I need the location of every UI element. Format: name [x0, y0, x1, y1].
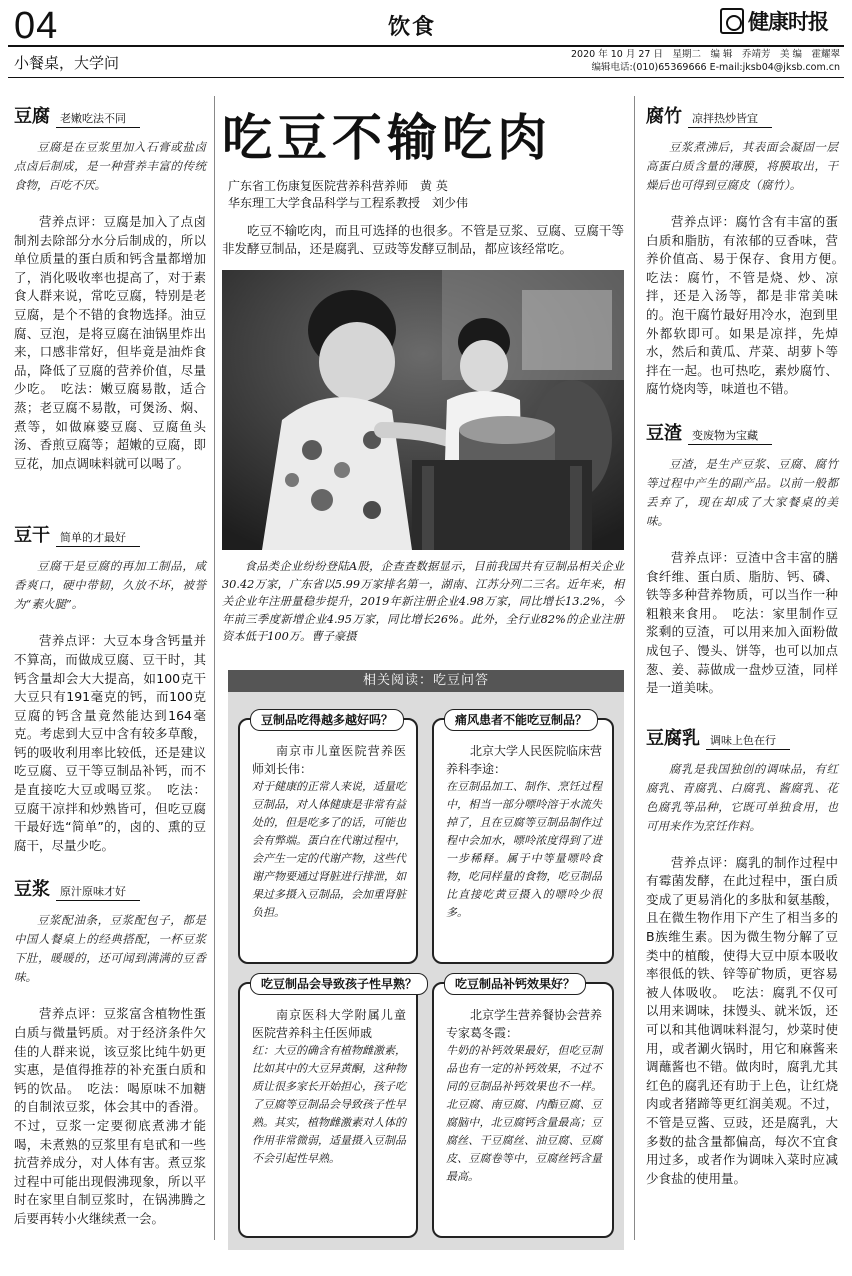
- section-subtitle: 简单的才最好: [56, 531, 140, 547]
- section-name: 豆渣: [646, 422, 682, 444]
- section-name: 豆浆: [14, 879, 50, 901]
- qa-box: [432, 977, 614, 1238]
- section-body: 营养点评：豆渣中含丰富的膳食纤维、蛋白质、脂肪、钙、磷、铁等多种营养物质，可以当作一种粗粮来食用。 吃法：家里制作豆浆剩的豆渣，可以用来加入面粉做成包子、馒头、饼等，也可以加点葱、姜、蒜做成一盘炒豆渣，同样是一道美味。: [646, 549, 838, 696]
- section-intro: 豆浆配油条，豆浆配包子，都是中国人餐桌上的经典搭配，一杯豆浆下肚，暖暖的，还可闻到满满的豆香味。: [14, 913, 206, 985]
- section-head: [14, 879, 206, 901]
- qa-box: [238, 977, 418, 1238]
- byline-author-2: 华东理工大学食品科学与工程系教授 刘少伟: [228, 196, 469, 210]
- newspaper-logo: [720, 6, 828, 36]
- section-intro: 腐乳是我国独创的调味品，有红腐乳、青腐乳、白腐乳、酱腐乳、花色腐乳等品种，它既可单独食用，也可用来作为烹饪作料。: [646, 761, 838, 833]
- qa-question: 吃豆制品补钙效果好？: [444, 973, 586, 995]
- logo-icon: [720, 8, 744, 34]
- right-column: [646, 104, 851, 1188]
- section-name: 豆干: [14, 525, 50, 547]
- contact-line: 编辑电话:(010)65369666 E-mail:jksb04@jksb.com.cn: [591, 62, 840, 73]
- section-name: 豆腐乳: [646, 727, 700, 749]
- section-head: [646, 106, 838, 128]
- tagline: 小餐桌，大学问: [14, 54, 120, 72]
- qa-box: [238, 713, 418, 964]
- section-body: 营养点评：豆腐是加入了点卤制剂去除部分水分后制成的，所以单位质量的蛋白质和钙含量都增加了，消化吸收率也提高了，对于素食人群来说，常吃豆腐，特别是老豆腐，是个不错的食物选择。油豆腐、豆泡，是将豆腐在油锅里炸出来，口感非常好，但毕竟是油炸食品，降低了豆腐的营养价值，尽量少吃。 吃法：嫩豆腐易散，适合蒸；老豆腐不易散，可煲汤、焖、煮等，如做麻婆豆腐、豆腐鱼头汤、香煎豆腐等；超嫩的豆腐，即豆花，加点调味料就可以喝了。: [14, 214, 206, 471]
- section-doujiang: [14, 879, 206, 1228]
- qa-question: 豆制品吃得越多越好吗？: [250, 709, 404, 731]
- section-intro: 豆浆煮沸后，其表面会凝固一层高蛋白质含量的薄膜，将膜取出，干燥后也可得到豆腐皮（腐竹）。: [646, 140, 838, 192]
- byline-author-1: 广东省工伤康复医院营养科营养师 黄 英: [228, 179, 448, 193]
- qa-expert: 北京大学人民医院临床营养科李途：: [446, 744, 603, 776]
- page-number: 04: [14, 5, 59, 47]
- photo-illustration: [222, 270, 624, 550]
- logo-text: 健康时报: [748, 9, 828, 34]
- section-head: [646, 728, 838, 750]
- qa-box: [432, 713, 614, 964]
- section-body: 营养点评：豆浆富含植物性蛋白质与微量钙质。对于经济条件欠佳的人群来说，该豆浆比纯牛奶更实惠，是值得推荐的补充蛋白质和钙的饮品。 吃法：喝原味不加糖的自制浓豆浆，体会其中的香滑。不过，豆浆一定要彻底煮沸才能喝，未煮熟的豆浆里有皂甙和一些抗营养成分，对人体有害。煮豆浆过程中可能出现假沸现象，所以平时在家里自制豆浆时，在锅沸腾之后要再转小火继续煮一会。: [14, 1006, 206, 1226]
- qa-expert: 南京市儿童医院营养医师刘长伟：: [252, 744, 406, 776]
- article-headline: 吃豆不输吃肉: [222, 109, 552, 167]
- section-subtitle: 老嫩吃法不同: [56, 112, 140, 128]
- related-reading-panel: [228, 692, 624, 1250]
- section-intro: 豆腐是在豆浆里加入石膏或盐卤点卤后制成，是一种营养丰富的传统食物，百吃不厌。: [14, 140, 206, 192]
- qa-answer: 红：大豆的确含有植物雌激素，比如其中的大豆异黄酮，这种物质让很多家长开始担心，孩子吃了豆腐等豆制品会导致孩子性早熟。其实，植物雌激素对人体的作用非常微弱，适量摄入豆制品不会引起性早熟。: [252, 1044, 406, 1165]
- qa-expert: 北京学生营养餐协会营养专家葛冬霞：: [446, 1008, 603, 1040]
- section-intro: 豆腐干是豆腐的再加工制品，咸香爽口，硬中带韧，久放不坏，被誉为“素火腿”。: [14, 559, 206, 612]
- editors-line: 2020 年 10 月 27 日 星期二 编 辑 乔靖芳 美 编 霍耀翠: [571, 49, 840, 60]
- qa-question: 痛风患者不能吃豆制品？: [444, 709, 598, 731]
- section-subtitle: 原汁原味才好: [56, 885, 140, 901]
- left-column: [14, 104, 206, 1229]
- related-reading-header: 相关阅读：吃豆问答: [228, 670, 624, 692]
- qa-question: 吃豆制品会导致孩子性早熟？: [250, 973, 428, 995]
- qa-answer: 对于健康的正常人来说，适量吃豆制品，对人体健康是非常有益处的，但是吃多了的话，可能也会有弊端。蛋白在代谢过程中，会产生一定的代谢产物，这些代谢产物要通过肾脏进行排泄，如果过多摄入豆制品，会加重肾脏负担。: [252, 780, 406, 919]
- qa-answer: 牛奶的补钙效果最好，但吃豆制品也有一定的补钙效果，不过不同的豆制品补钙效果也不一样。北豆腐、南豆腐、内酯豆腐、豆腐脑中，北豆腐钙含量最高；豆腐丝、干豆腐丝、油豆腐、豆腐皮、豆腐卷等中，豆腐丝钙含量最高。: [446, 1044, 602, 1183]
- children-grinding-soybeans-photo: [222, 270, 624, 550]
- column-divider: [214, 96, 215, 1240]
- byline: [228, 178, 468, 212]
- section-furu: [646, 728, 838, 1189]
- section-subtitle: 变废物为宝藏: [688, 429, 772, 445]
- section-title: 饮食: [388, 15, 437, 40]
- section-fuzhu: [646, 106, 851, 399]
- section-subtitle: 调味上色在行: [706, 734, 790, 750]
- editors-info: [571, 48, 840, 74]
- section-head: [14, 106, 206, 128]
- masthead-rule: [8, 45, 844, 47]
- section-body: 营养点评：腐乳的制作过程中有霉菌发酵，在此过程中，蛋白质变成了更易消化的多肽和氨基酸，且在微生物作用下产生了相当多的B族维生素。因为微生物分解了豆类中的植酸，使得大豆中原本吸收率很低的铁、锌等矿物质，更容易被人体吸收。 吃法：腐乳不仅可以用来调味，抹馒头、就米饭，还可以和其他调味料混匀，炒菜时使用，或者涮火锅时，用它和麻酱来调蘸酱也不错。做肉时，腐乳尤其红色的腐乳还有助于上色，让红烧肉或者猪蹄等更红润美观。不过，不管是豆酱、豆豉，还是腐乳，大多数的盐含量都偏高，每次不宜食用过多，或者作为调味入菜时应减少食盐的使用量。: [646, 854, 838, 1186]
- section-body: 营养点评：大豆本身含钙量并不算高，而做成豆腐、豆干时，其钙含量却会大大提高，如100克干大豆只有191毫克的钙，而100克豆腐的钙含量竟然能达到164毫克。考虑到大豆中含有较多草酸，钙的吸收利用率比较低，还是建议吃豆腐、豆干等豆制品补钙，而不是直接吃大豆或喝豆浆。 吃法：豆腐干凉拌和炒熟皆可，但吃豆腐干最好选“简单”的，卤的、熏的豆腐干，尽量少吃。: [14, 633, 206, 853]
- column-divider: [634, 96, 635, 1240]
- header-rule: [8, 77, 844, 78]
- qa-expert: 南京医科大学附属儿童医院营养科主任医师戚: [252, 1008, 406, 1040]
- section-head: [646, 423, 838, 445]
- section-name: 腐竹: [646, 106, 682, 127]
- qa-answer: 在豆制品加工、制作、烹饪过程中，相当一部分嘌呤溶于水流失掉了，且在豆腐等豆制品制作过程中会加水，嘌呤浓度得到了进一步稀释。属于中等量嘌呤食物，吃同样量的食物，吃豆制品比直接吃黄豆摄入的嘌呤少很多。: [446, 780, 602, 919]
- photo-caption: 食品类企业纷纷登陆A股，企查查数据显示，目前我国共有豆制品相关企业30.42万家，广东省以5.99万家排名第一，湖南、江苏分列二三名。近年来，相关企业年注册量稳步提升，2019年新注册企业4.98万家，同比增长13.2%，今年前三季度新增企业4.95万家，同比增长26%。此外，全行业82%的企业注册资本低于100万。曹子豪摄: [222, 560, 624, 644]
- section-body: 营养点评：腐竹含有丰富的蛋白质和脂肪，有浓郁的豆香味，营养价值高、易于保存、食用方便。 吃法：腐竹，不管是烧、炒、凉拌，还是入汤等，都是非常美味的。泡干腐竹最好用冷水，泡到里外都软即可。如果是凉拌，先焯水，然后和黄瓜、芹菜、胡萝卜等拌在一起。也可热吃，素炒腐竹、腐竹烧肉等，味道也不错。: [646, 214, 851, 397]
- section-head: [14, 525, 206, 547]
- section-dougan: [14, 525, 206, 855]
- section-doufu: [14, 106, 206, 473]
- article-lead: 吃豆不输吃肉，而且可选择的也很多。不管是豆浆、豆腐、豆腐干等非发酵豆制品，还是腐乳、豆豉等发酵豆制品，都应该经常吃。: [222, 223, 624, 256]
- section-name: 豆腐: [14, 106, 50, 127]
- section-subtitle: 凉拌热炒皆宜: [688, 112, 772, 128]
- section-douzha: [646, 423, 838, 698]
- section-intro: 豆渣，是生产豆浆、豆腐、腐竹等过程中产生的副产品。以前一般都丢弃了，现在却成了大家餐桌的美味。: [646, 456, 838, 528]
